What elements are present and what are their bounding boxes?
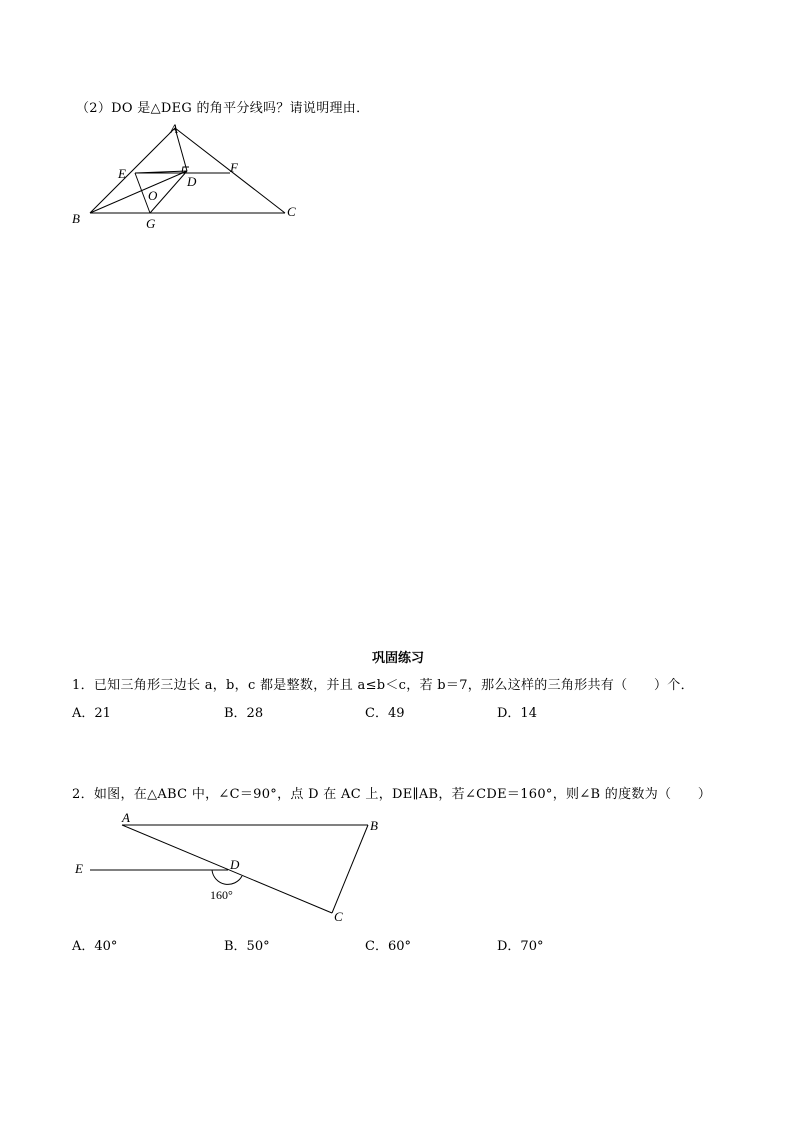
q2-text: 2．如图，在△ABC 中，∠C＝90°，点 D 在 AC 上，DE∥AB，若∠CDE＝160°，则∠B 的度数为（ ） — [72, 787, 712, 802]
q2-option-c[interactable]: C．60° — [365, 939, 411, 954]
segment-ab — [90, 128, 175, 213]
segment-bd — [90, 171, 187, 213]
label-f: F — [230, 160, 238, 175]
q1-option-c[interactable]: C．49 — [365, 706, 405, 721]
angle-arc — [212, 870, 242, 884]
part2-question: （2）DO 是△DEG 的角平分线吗？请说明理由． — [76, 101, 370, 116]
label-angle-160: 160° — [210, 888, 233, 902]
label-b: B — [72, 211, 80, 226]
label-e: E — [75, 861, 83, 876]
label-c: C — [334, 909, 343, 924]
figure-triangle-abc-bisector — [60, 118, 320, 233]
label-a: A — [170, 121, 178, 136]
q2-option-d[interactable]: D．70° — [497, 939, 544, 954]
label-d: D — [187, 174, 197, 189]
label-d: D — [230, 857, 240, 872]
q2-option-a[interactable]: A．40° — [72, 939, 118, 954]
label-a: A — [122, 810, 130, 825]
label-c: C — [287, 204, 296, 219]
q1-option-d[interactable]: D．14 — [497, 706, 537, 721]
q1-text: 1．已知三角形三边长 a，b，c 都是整数，并且 a≤b＜c，若 b＝7，那么这样的三角形共有（ ）个． — [72, 678, 694, 693]
label-g: G — [146, 216, 156, 231]
figure-triangle-de-parallel — [70, 808, 390, 933]
label-e: E — [118, 166, 126, 181]
q1-option-a[interactable]: A．21 — [72, 706, 111, 721]
section-title: 巩固练习 — [372, 651, 425, 666]
label-b: B — [370, 818, 378, 833]
q1-option-b[interactable]: B．28 — [224, 706, 264, 721]
q2-option-b[interactable]: B．50° — [224, 939, 270, 954]
label-o: O — [148, 188, 158, 203]
segment-bc — [332, 825, 368, 913]
